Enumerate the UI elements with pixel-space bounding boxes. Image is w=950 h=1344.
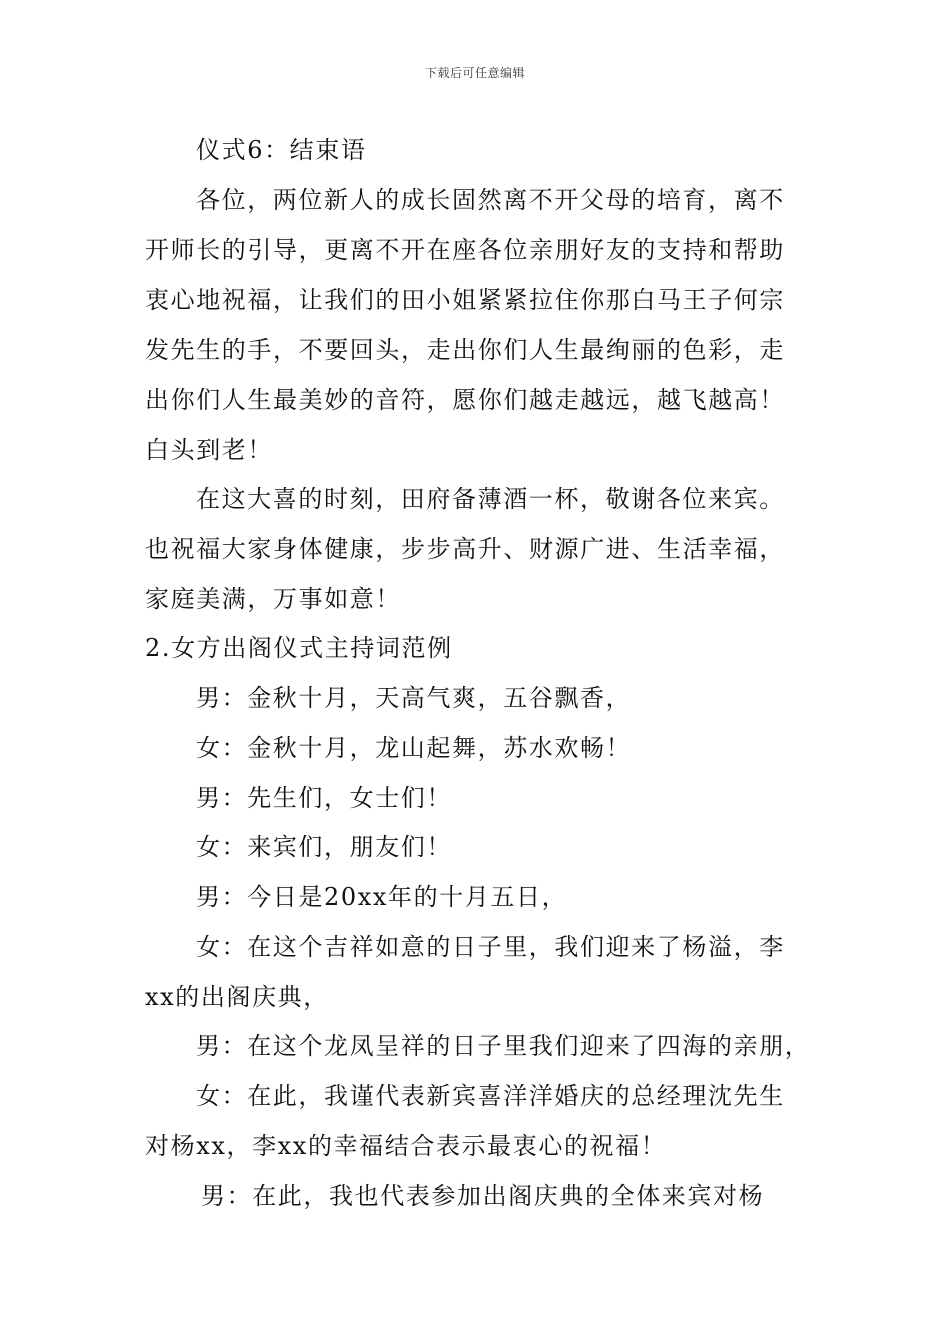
dialogue-line: 女：来宾们，朋友们！ [196, 833, 452, 861]
section-heading: 仪式6：结束语 [196, 136, 367, 164]
dialogue-line: 对杨xx，李xx的幸福结合表示最衷心的祝福！ [145, 1132, 667, 1160]
dialogue-line: 男：在这个龙凤呈祥的日子里我们迎来了四海的亲朋， [196, 1032, 811, 1060]
dialogue-line: 男：先生们，女士们！ [196, 784, 452, 812]
dialogue-line: 男：金秋十月，天高气爽，五谷飘香， [196, 684, 632, 712]
paragraph-line: 衷心地祝福，让我们的田小姐紧紧拉住你那白马王子何宗 [145, 286, 785, 314]
dialogue-line: 女：在这个吉祥如意的日子里，我们迎来了杨溢，李 [196, 933, 785, 961]
dialogue-line: 女：在此，我谨代表新宾喜洋洋婚庆的总经理沈先生 [196, 1082, 785, 1110]
dialogue-line: 女：金秋十月，龙山起舞，苏水欢畅！ [196, 734, 632, 762]
dialogue-line: xx的出阁庆典， [145, 983, 329, 1011]
section-heading: 2.女方出阁仪式主持词范例 [145, 634, 453, 662]
paragraph-line: 也祝福大家身体健康，步步高升、财源广进、生活幸福， [145, 535, 785, 563]
paragraph-line: 白头到老！ [145, 436, 273, 464]
paragraph-line: 出你们人生最美妙的音符，愿你们越走越远，越飞越高！ [145, 386, 785, 414]
page-header: 下载后可任意编辑 [424, 66, 525, 80]
dialogue-line: 男：今日是20xx年的十月五日， [196, 883, 568, 911]
paragraph-line: 在这大喜的时刻，田府备薄酒一杯，敬谢各位来宾。 [196, 485, 785, 513]
paragraph-line: 各位，两位新人的成长固然离不开父母的培育，离不 [196, 186, 785, 214]
dialogue-line: 男：在此，我也代表参加出阁庆典的全体来宾对杨 [201, 1182, 765, 1210]
paragraph-line: 开师长的引导，更离不开在座各位亲朋好友的支持和帮助 [145, 236, 785, 264]
paragraph-line: 家庭美满，万事如意！ [145, 585, 401, 613]
paragraph-line: 发先生的手，不要回头，走出你们人生最绚丽的色彩，走 [145, 336, 785, 364]
